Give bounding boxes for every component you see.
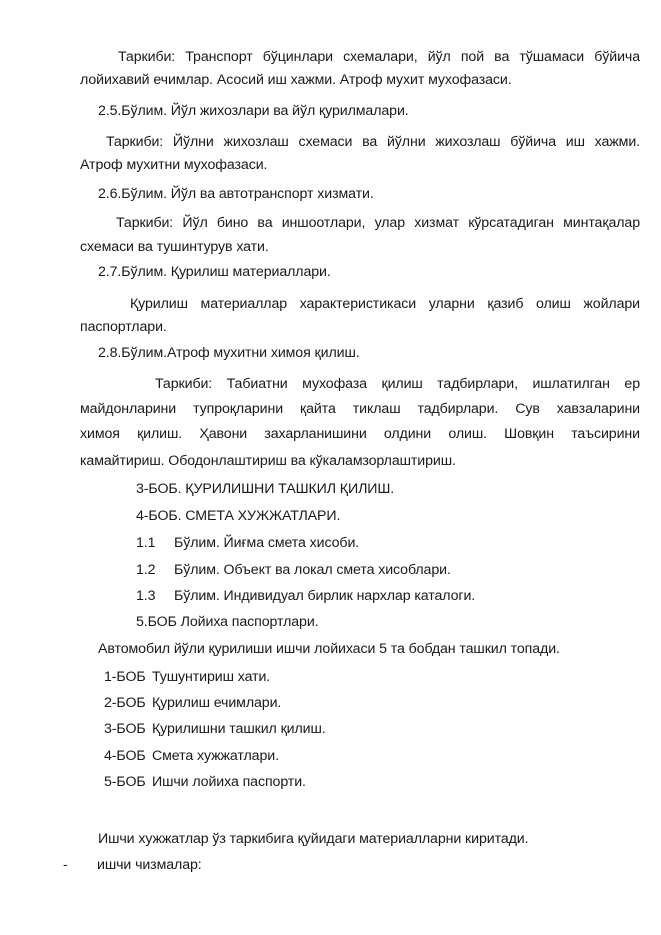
bullet-marker: - <box>63 857 68 873</box>
section-heading-2-6: 2.6.Бўлим. Йўл ва автотранспорт хизмати. <box>98 186 374 202</box>
chapter-list-item: 4-БОБ Смета хужжатлари. <box>104 748 279 764</box>
section-heading-2-8: 2.8.Бўлим.Атроф мухитни химоя қилиш. <box>98 345 360 361</box>
paragraph-line: лойихавий ечимлар. Асосий иш хажми. Атроф мухит мухофазаси. <box>80 72 512 88</box>
paragraph-line: Таркиби: Йўл бино ва иншоотлари, улар хизмат кўрсатадиган минтақалар <box>116 215 640 231</box>
chapter-list-item: 1-БОБ Тушунтириш хати. <box>104 669 271 685</box>
summary-line: Автомобил йўли қурилиши ишчи лойихаси 5 та бобдан ташкил топади. <box>98 641 560 657</box>
outline-item: 1.2 Бўлим. Объект ва локал смета хисоблари. <box>136 562 451 578</box>
paragraph-line: Таркиби: Табиатни мухофаза қилиш тадбирлари, ишлатилган ер <box>155 376 640 392</box>
chapter-3-heading: 3-БОБ. ҚУРИЛИШНИ ТАШКИЛ ҚИЛИШ. <box>136 481 395 497</box>
section-heading-2-5: 2.5.Бўлим. Йўл жихозлари ва йўл қурилмалари. <box>98 103 409 119</box>
chapter-5-heading: 5.БОБ Лойиха паспортлари. <box>136 614 319 630</box>
outline-item: 1.3 Бўлим. Индивидуал бирлик нархлар каталоги. <box>136 588 476 604</box>
paragraph-line: Таркиби: Транспорт бўцинлари схемалари, йўл пой ва тўшамаси бўйича <box>118 49 640 65</box>
paragraph-line: паспортлари. <box>80 319 167 335</box>
paragraph-line: камайтириш. Ободонлаштириш ва кўкаламзорлаштириш. <box>80 453 456 469</box>
chapter-4-heading: 4-БОБ. СМЕТА ХУЖЖАТЛАРИ. <box>136 508 341 524</box>
chapter-list-item: 2-БОБ Қурилиш ечимлари. <box>104 695 282 711</box>
outline-item: 1.1 Бўлим. Йиғма смета хисоби. <box>136 535 360 551</box>
paragraph-line: Таркиби: Йўлни жихозлаш схемаси ва йўлни жихозлаш бўйича иш хажми. <box>106 134 640 150</box>
bullet-item: - ишчи чизмалар: <box>63 857 202 873</box>
paragraph-line: Атроф мухитни мухофазаси. <box>80 157 268 173</box>
paragraph-line: химоя қилиш. Ҳавони захарланишини олдини олиш. Шовқин таъсирини <box>80 426 640 442</box>
paragraph-line: схемаси ва тушинтурув хати. <box>80 239 269 255</box>
section-heading-2-7: 2.7.Бўлим. Қурилиш материаллари. <box>98 264 331 280</box>
chapter-list-item: 5-БОБ Ишчи лойиха паспорти. <box>104 774 306 790</box>
paragraph-line: Қурилиш материаллар характеристикаси уларни қазиб олиш жойлари <box>130 296 640 312</box>
closing-line: Ишчи хужжатлар ўз таркибига қуйидаги материалларни киритади. <box>98 831 529 847</box>
paragraph-line: майдонларини тупроқларини қайта тиклаш тадбирлари. Сув хавзаларини <box>80 401 640 417</box>
chapter-list-item: 3-БОБ Қурилишни ташкил қилиш. <box>104 721 326 737</box>
